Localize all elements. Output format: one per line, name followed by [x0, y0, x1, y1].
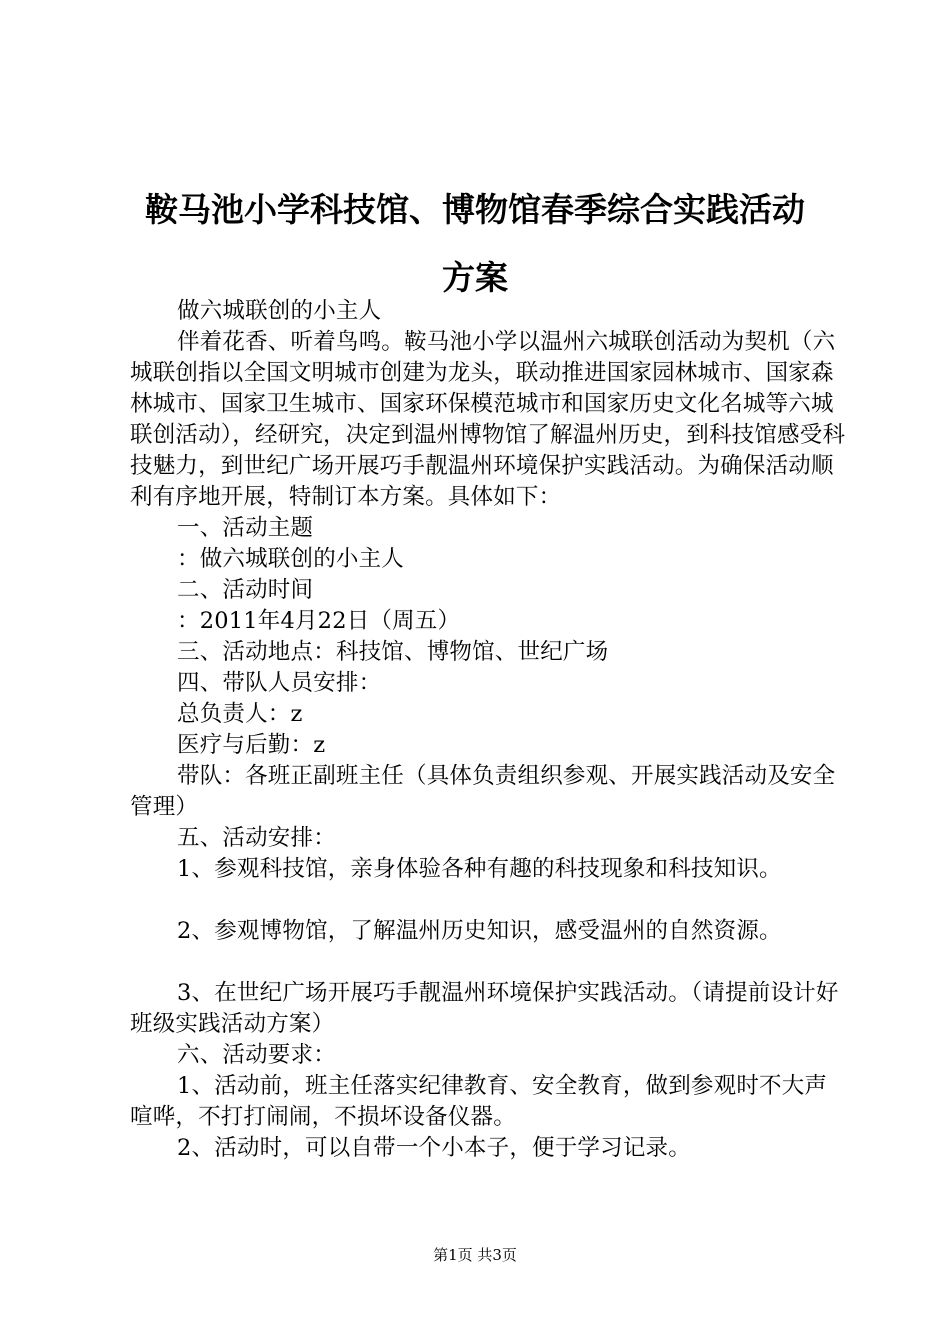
- requirement-item-1: 1、活动前，班主任落实纪律教育、安全教育，做到参观时不大声喧哗，不打打闹闹，不损坏设备仪器。: [130, 1073, 828, 1130]
- time-text: ：2011年4月22日（周五）: [177, 608, 461, 634]
- intro-paragraph: 伴着花香、听着鸟鸣。鞍马池小学以温州六城联创活动为契机（六城联创指以全国文明城市创建为龙头，联动推进国家园林城市、国家森林城市、国家卫生城市、国家环保模范城市和国家历史文化名城等六城联创活动），经研究，决定到温州博物馆了解温州历史，到科技馆感受科技魅力，到世纪广场开展巧手靓温州环境保护实践活动。为确保活动顺利有序地开展，特制订本方案。具体如下：: [130, 329, 846, 510]
- title-line-1: 鞍马池小学科技馆、博物馆春季综合实践活动: [145, 190, 805, 229]
- theme-text: ：做六城联创的小主人: [177, 546, 405, 572]
- section-heading-location: 三、活动地点：科技馆、博物馆、世纪广场: [177, 639, 609, 665]
- arrangement-item-2: 2、参观博物馆，了解温州历史知识，感受温州的自然资源。: [177, 918, 782, 944]
- paragraph-gap: [130, 885, 848, 916]
- section-heading-arrangement: 五、活动安排：: [177, 825, 336, 851]
- page-footer: 第1页 共3页: [433, 1246, 517, 1264]
- section-heading-time: 二、活动时间: [177, 577, 314, 603]
- staff-medical: 医疗与后勤：z: [177, 732, 326, 758]
- section-heading-theme: 一、活动主题: [177, 515, 314, 541]
- arrangement-item-3: 3、在世纪广场开展巧手靓温州环境保护实践活动。（请提前设计好班级实践活动方案）: [130, 980, 839, 1037]
- subtitle-paragraph: 做六城联创的小主人: [177, 298, 382, 324]
- staff-leaders: 带队：各班正副班主任（具体负责组织参观、开展实践活动及安全管理）: [130, 763, 836, 820]
- section-heading-staff: 四、带队人员安排：: [177, 670, 382, 696]
- document-body: [130, 296, 848, 1164]
- requirement-item-2: 2、活动时，可以自带一个小本子，便于学习记录。: [177, 1135, 691, 1161]
- arrangement-item-1: 1、参观科技馆，亲身体验各种有趣的科技现象和科技知识。: [177, 856, 782, 882]
- section-heading-requirements: 六、活动要求：: [177, 1042, 336, 1068]
- document-title: [95, 176, 855, 312]
- staff-chief: 总负责人：z: [177, 701, 303, 727]
- title-line-2: 方案: [442, 258, 508, 297]
- paragraph-gap: [130, 947, 848, 978]
